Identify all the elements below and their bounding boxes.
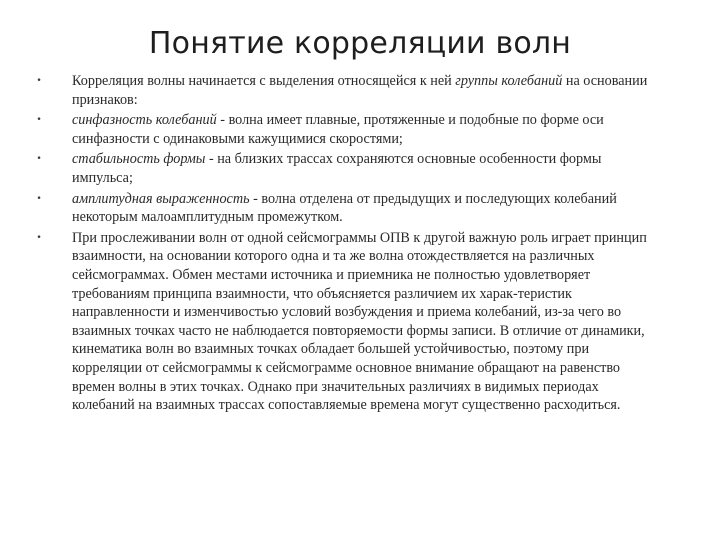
slide-title: Понятие корреляции волн [148, 26, 572, 61]
bullet-icon: • [36, 154, 42, 165]
bullet-text-after: на основании признаков: [72, 73, 648, 108]
bullet-item [34, 190, 654, 227]
bullet-term: группы колебаний [455, 73, 563, 89]
bullet-term: синфазность колебаний [72, 112, 217, 129]
bullet-term: стабильность формы [72, 151, 206, 168]
bullet-text: При прослеживании волн от одной сейсмограммы ОПВ к другой важную роль играет принцип взаимности, на основании которого одна и та же волна отождествляется на различных сейсмограммах. Обмен местами источника и приемника не полностью удовлетворяет требованиям принципа взаимности, что объясняется различием их харак-теристик направленности и изменчивостью условий возбуждения и приема колебаний, из-за чего во взаимных точках часто не наблюдается повторяемости формы записи. В отличие от динамики, кинематика волн во взаимных точках обладает большей устойчивостью, поэтому при корреляции от сейсмограммы к сейсмограмме основное внимание обращают на равенство времен волны в этих точках. Однако при значительных различиях в видимых периодах колебаний на взаимных трассах сопоставляемые времена могут существенно расходиться. [72, 229, 647, 414]
bullet-text: - волна отделена от предыдущих и последующих колебаний некоторым малоамплитудным промежутком. [72, 190, 617, 226]
bullet-text: - на близких трассах сохраняются основные особенности формы импульса; [72, 151, 602, 186]
bullet-icon: • [36, 76, 42, 86]
bullet-icon: • [36, 193, 42, 204]
bullet-icon: • [36, 115, 42, 126]
bullet-list [34, 72, 654, 417]
bullet-icon: • [36, 232, 42, 243]
bullet-item [34, 150, 654, 187]
bullet-item [34, 72, 654, 109]
bullet-text: - волна имеет плавные, протяженные и подобные по форме оси синфазности с одинаковыми кажущимися скоростями; [72, 112, 604, 147]
bullet-item [34, 111, 654, 148]
bullet-item [34, 229, 654, 415]
bullet-term: амплитудная выраженность [72, 190, 250, 207]
bullet-text: Корреляция волны начинается с выделения относящейся к ней [72, 73, 456, 89]
